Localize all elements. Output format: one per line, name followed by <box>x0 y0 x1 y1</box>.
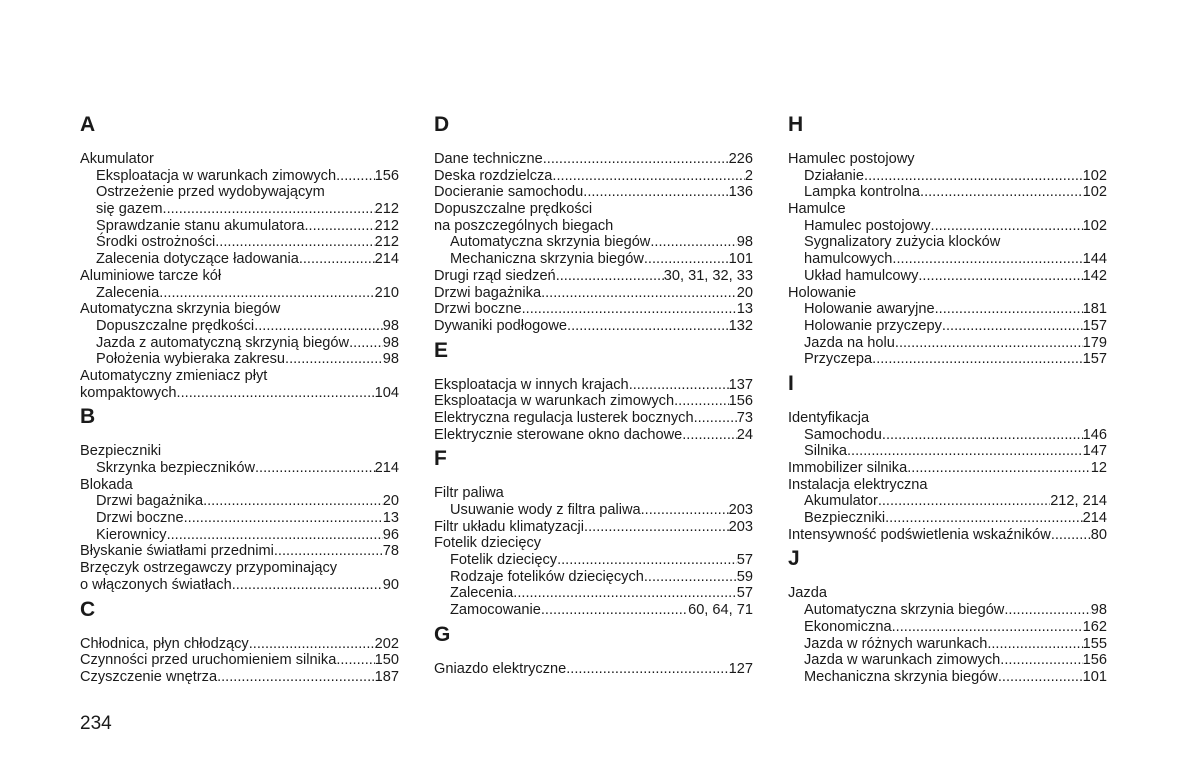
index-entry <box>434 585 753 602</box>
index-entry <box>434 201 753 218</box>
entry-label: Bezpieczniki <box>804 510 886 527</box>
entry-label: Działanie <box>804 167 865 184</box>
entry-label: Jazda w warunkach zimowych <box>804 652 1001 669</box>
dot-leader <box>1000 652 1082 669</box>
entry-page-ref: 24 <box>736 426 753 443</box>
entry-page-ref: 187 <box>374 668 399 685</box>
index-entry <box>80 368 399 385</box>
entry-page-ref: 132 <box>728 317 753 334</box>
entry-page-ref: 59 <box>736 568 753 585</box>
entry-label: Hamulec postojowy <box>804 217 931 234</box>
index-entry <box>788 151 1107 168</box>
entry-page-ref: 60, 64, 71 <box>688 602 753 619</box>
entry-page-ref: 73 <box>736 409 753 426</box>
section-letter: C <box>80 597 96 621</box>
dot-leader <box>255 460 375 477</box>
index-entry <box>434 427 753 444</box>
entry-label: Silnika <box>804 443 847 460</box>
dot-leader <box>998 669 1083 686</box>
index-entry <box>80 385 399 402</box>
entry-label: Akumulator <box>80 151 154 167</box>
dot-leader <box>644 251 729 268</box>
entry-page-ref: 157 <box>1082 317 1107 334</box>
entry-label: Holowanie <box>788 284 857 301</box>
entry-label: Elektrycznie sterowane okno dachowe <box>434 426 683 443</box>
dot-leader <box>543 151 729 168</box>
entry-page-ref: 2 <box>744 167 753 184</box>
entry-label: Eksploatacja w warunkach zimowych <box>434 393 675 410</box>
index-section-e <box>434 336 753 444</box>
index-section-f <box>434 444 753 619</box>
index-entry <box>788 510 1107 527</box>
dot-leader <box>918 268 1082 285</box>
index-entry <box>80 218 399 235</box>
dot-leader <box>878 493 1050 510</box>
index-entry <box>80 636 399 653</box>
index-entry <box>434 485 753 502</box>
entry-page-ref: 142 <box>1082 267 1107 284</box>
index-entry <box>80 560 399 577</box>
section-letter: D <box>434 113 450 136</box>
entry-page-ref: 214 <box>1082 510 1107 527</box>
index-entry <box>434 377 753 394</box>
index-entry <box>80 543 399 560</box>
index-entry <box>434 268 753 285</box>
dot-leader <box>541 602 688 619</box>
entry-label: Blokada <box>80 476 133 493</box>
index-entry <box>788 585 1107 602</box>
index-entry <box>80 460 399 477</box>
section-letter: H <box>788 113 804 136</box>
index-entry <box>434 552 753 569</box>
index-entry <box>434 168 753 185</box>
index-entry <box>788 669 1107 686</box>
entry-label: Gniazdo elektryczne <box>434 660 567 677</box>
dot-leader <box>217 669 375 686</box>
index-entry <box>788 619 1107 636</box>
entry-label: Ostrzeżenie przed wydobywającym <box>96 184 325 201</box>
section-letter: E <box>434 338 449 362</box>
section-letter: B <box>80 405 96 429</box>
entry-page-ref: 90 <box>382 576 399 593</box>
entry-label: Jazda z automatyczną skrzynią biegów <box>96 334 350 351</box>
section-letter: I <box>788 371 794 395</box>
entry-label: Zamocowanie <box>450 602 541 619</box>
dot-leader <box>987 636 1082 653</box>
entry-label: Przyczepa <box>804 351 873 368</box>
dot-leader <box>864 168 1083 185</box>
index-entry <box>80 527 399 544</box>
index-entry <box>788 443 1107 460</box>
entry-page-ref: 214 <box>374 251 399 268</box>
entry-label: Deska rozdzielcza <box>434 167 553 184</box>
dot-leader <box>584 519 729 536</box>
index-entry <box>788 184 1107 201</box>
index-entry <box>788 168 1107 185</box>
entry-page-ref: 104 <box>374 384 399 401</box>
index-entry <box>80 493 399 510</box>
entry-page-ref: 30, 31, 32, 33 <box>663 267 753 284</box>
entry-label: Fotelik dziecięcy <box>434 535 542 552</box>
index-entry <box>80 301 399 318</box>
index-entry <box>788 493 1107 510</box>
entry-page-ref: 102 <box>1082 167 1107 184</box>
entry-label: Instalacja elektryczna <box>788 476 928 493</box>
section-letter: F <box>434 447 447 471</box>
dot-leader <box>629 377 729 394</box>
entry-label: Immobilizer silnika <box>788 460 908 476</box>
entry-page-ref: 212 <box>374 201 399 218</box>
entry-page-ref: 98 <box>382 334 399 351</box>
index-entry <box>434 535 753 552</box>
entry-page-ref: 98 <box>382 351 399 368</box>
entry-label: Błyskanie światłami przednimi <box>80 543 274 560</box>
entry-label: Hamulec postojowy <box>788 151 915 167</box>
entry-label: o włączonych światłach <box>80 576 232 593</box>
index-entry <box>434 184 753 201</box>
entry-page-ref: 162 <box>1082 618 1107 635</box>
dot-leader <box>920 184 1083 201</box>
index-entry <box>434 318 753 335</box>
dot-leader <box>892 251 1082 268</box>
index-section-b <box>80 402 399 593</box>
dot-leader <box>583 184 728 201</box>
index-entry <box>80 268 399 285</box>
index-entry <box>434 251 753 268</box>
dot-leader <box>682 427 737 444</box>
dot-leader <box>336 168 375 185</box>
entry-page-ref: 20 <box>382 493 399 510</box>
index-section-c <box>80 595 399 686</box>
dot-leader <box>232 577 383 594</box>
index-section-j <box>788 544 1107 685</box>
section-letter: G <box>434 622 451 646</box>
index-entry <box>434 519 753 536</box>
index-entry <box>434 301 753 318</box>
entry-page-ref: 156 <box>1082 652 1107 669</box>
index-entry <box>788 285 1107 302</box>
entry-page-ref: 136 <box>728 184 753 201</box>
dot-leader <box>184 510 383 527</box>
entry-page-ref: 96 <box>382 526 399 543</box>
entry-page-ref: 210 <box>374 284 399 301</box>
index-entry <box>434 218 753 235</box>
index-entry <box>788 251 1107 268</box>
index-entry <box>434 285 753 302</box>
index-entry <box>788 652 1107 669</box>
entry-label: Docieranie samochodu <box>434 184 584 201</box>
index-entry <box>434 502 753 519</box>
index-entry <box>80 669 399 686</box>
entry-label: Mechaniczna skrzynia biegów <box>804 668 998 685</box>
index-column-3 <box>788 110 1107 686</box>
dot-leader <box>1004 602 1090 619</box>
entry-page-ref: 98 <box>382 317 399 334</box>
dot-leader <box>513 585 736 602</box>
entry-label: Hamulce <box>788 201 846 218</box>
entry-label: Chłodnica, płyn chłodzący <box>80 635 249 652</box>
entry-label: Intensywność podświetlenia wskaźników <box>788 526 1051 543</box>
dot-leader <box>203 493 383 510</box>
dot-leader <box>177 385 375 402</box>
entry-label: Aluminiowe tarcze kół <box>80 267 222 284</box>
index-entry <box>80 577 399 594</box>
entry-page-ref: 57 <box>736 585 753 602</box>
dot-leader <box>650 234 736 251</box>
entry-page-ref: 101 <box>1082 668 1107 685</box>
entry-page-ref: 13 <box>736 301 753 318</box>
index-entry <box>434 661 753 678</box>
entry-page-ref: 80 <box>1090 526 1107 543</box>
entry-page-ref: 144 <box>1082 251 1107 268</box>
entry-page-ref: 137 <box>728 376 753 393</box>
dot-leader <box>895 335 1083 352</box>
dot-leader <box>872 351 1083 368</box>
entry-label: Drzwi bagażnika <box>96 493 204 510</box>
entry-label: Dopuszczalne prędkości <box>96 317 255 334</box>
entry-label: Jazda <box>788 585 827 602</box>
entry-label: Zalecenia <box>96 284 160 301</box>
index-section-h <box>788 110 1107 368</box>
entry-label: Automatyczna skrzynia biegów <box>450 234 651 251</box>
dot-leader <box>541 285 737 302</box>
entry-page-ref: 203 <box>728 502 753 518</box>
entry-label: Filtr paliwa <box>434 485 504 502</box>
entry-page-ref: 13 <box>382 510 399 527</box>
entry-page-ref: 12 <box>1090 460 1107 476</box>
index-entry <box>80 184 399 201</box>
dot-leader <box>254 318 383 335</box>
entry-label: Środki ostrożności <box>96 234 216 251</box>
index-entry <box>788 410 1107 427</box>
index-entry <box>788 301 1107 318</box>
entry-label: Usuwanie wody z filtra paliwa <box>450 502 641 518</box>
dot-leader <box>1051 527 1091 544</box>
index-entry <box>788 268 1107 285</box>
entry-page-ref: 212, 214 <box>1050 493 1107 510</box>
index-entry <box>80 510 399 527</box>
entry-page-ref: 102 <box>1082 184 1107 201</box>
dot-leader <box>935 301 1083 318</box>
entry-page-ref: 212 <box>374 217 399 234</box>
index-entry <box>434 151 753 168</box>
dot-leader <box>885 510 1083 527</box>
entry-page-ref: 98 <box>1090 602 1107 619</box>
entry-label: Położenia wybieraka zakresu <box>96 351 286 368</box>
entry-label: Filtr układu klimatyzacji <box>434 518 585 535</box>
index-entry <box>80 335 399 352</box>
entry-label: Zalecenia <box>450 585 514 602</box>
dot-leader <box>847 443 1083 460</box>
index-entry <box>80 652 399 669</box>
index-entry <box>80 285 399 302</box>
entry-label: Kierownicy <box>96 526 167 543</box>
entry-label: Dopuszczalne prędkości <box>434 201 593 218</box>
index-entry <box>80 318 399 335</box>
index-entry <box>434 410 753 427</box>
dot-leader <box>694 410 737 427</box>
entry-label: Eksploatacja w warunkach zimowych <box>96 167 337 184</box>
entry-label: Czynności przed uruchomieniem silnika <box>80 652 337 669</box>
entry-page-ref: 181 <box>1082 301 1107 318</box>
entry-label: Automatyczna skrzynia biegów <box>80 301 281 318</box>
index-entry <box>434 393 753 410</box>
index-entry <box>434 234 753 251</box>
entry-label: na poszczególnych biegach <box>434 217 614 234</box>
entry-label: Akumulator <box>804 493 878 510</box>
entry-label: Sprawdzanie stanu akumulatora <box>96 217 305 234</box>
entry-page-ref: 212 <box>374 234 399 251</box>
dot-leader <box>674 393 729 410</box>
dot-leader <box>249 636 375 653</box>
index-entry <box>80 477 399 494</box>
index-entry <box>80 443 399 460</box>
index-section-g <box>434 620 753 678</box>
dot-leader <box>285 351 383 368</box>
entry-page-ref: 226 <box>728 151 753 167</box>
entry-label: Jazda na holu <box>804 334 895 351</box>
entry-label: Holowanie przyczepy <box>804 317 942 334</box>
entry-page-ref: 101 <box>728 251 753 268</box>
index-entry <box>788 351 1107 368</box>
entry-label: Zalecenia dotyczące ładowania <box>96 251 299 268</box>
entry-page-ref: 156 <box>728 393 753 410</box>
index-entry <box>788 460 1107 477</box>
entry-label: Identyfikacja <box>788 409 870 426</box>
page-number: 234 <box>80 713 112 734</box>
index-section-a <box>80 110 399 401</box>
entry-label: Rodzaje fotelików dziecięcych <box>450 568 644 585</box>
entry-page-ref: 202 <box>374 635 399 652</box>
index-entry <box>788 218 1107 235</box>
entry-label: Brzęczyk ostrzegawczy przypominający <box>80 560 338 577</box>
dot-leader <box>557 552 737 569</box>
index-entry <box>788 636 1107 653</box>
index-entry <box>80 234 399 251</box>
dot-leader <box>882 427 1083 444</box>
entry-page-ref: 157 <box>1082 351 1107 368</box>
entry-label: Holowanie awaryjne <box>804 301 935 318</box>
entry-label: hamulcowych <box>804 251 893 268</box>
entry-page-ref: 155 <box>1082 635 1107 652</box>
entry-page-ref: 102 <box>1082 217 1107 234</box>
index-section-i <box>788 369 1107 544</box>
dot-leader <box>892 619 1083 636</box>
index-column-1 <box>80 110 399 686</box>
dot-leader <box>907 460 1091 477</box>
entry-label: Drzwi boczne <box>96 510 184 527</box>
entry-label: Mechaniczna skrzynia biegów <box>450 251 644 268</box>
index-entry <box>788 602 1107 619</box>
dot-leader <box>522 301 737 318</box>
entry-label: kompaktowych <box>80 384 177 401</box>
entry-label: Drzwi boczne <box>434 301 522 318</box>
entry-label: się gazem <box>96 201 163 218</box>
entry-page-ref: 78 <box>382 543 399 560</box>
entry-page-ref: 156 <box>374 167 399 184</box>
dot-leader <box>931 218 1083 235</box>
entry-label: Jazda w różnych warunkach <box>804 635 988 652</box>
entry-label: Dywaniki podłogowe <box>434 317 568 334</box>
entry-page-ref: 146 <box>1082 426 1107 443</box>
dot-leader <box>644 569 737 586</box>
entry-label: Sygnalizatory zużycia klocków <box>804 234 1001 251</box>
entry-label: Drugi rząd siedzeń <box>434 267 556 284</box>
entry-label: Fotelik dziecięcy <box>450 552 558 569</box>
entry-label: Bezpieczniki <box>80 443 162 460</box>
entry-page-ref: 147 <box>1082 443 1107 460</box>
entry-page-ref: 203 <box>728 518 753 535</box>
section-letter: A <box>80 113 96 136</box>
dot-leader <box>163 201 375 218</box>
entry-page-ref: 127 <box>728 660 753 677</box>
section-letter: J <box>788 547 800 571</box>
index-entry <box>788 527 1107 544</box>
index-entry <box>788 335 1107 352</box>
entry-label: Dane techniczne <box>434 151 543 167</box>
dot-leader <box>567 318 729 335</box>
entry-page-ref: 57 <box>736 552 753 569</box>
entry-label: Lampka kontrolna <box>804 184 921 201</box>
dot-leader <box>274 543 383 560</box>
index-entry <box>788 201 1107 218</box>
index-entry <box>788 477 1107 494</box>
index-entry <box>80 251 399 268</box>
entry-label: Automatyczna skrzynia biegów <box>804 602 1005 619</box>
dot-leader <box>305 218 375 235</box>
dot-leader <box>336 652 374 669</box>
index-entry <box>788 318 1107 335</box>
entry-label: Ekonomiczna <box>804 618 892 635</box>
index-entry <box>80 168 399 185</box>
dot-leader <box>159 285 374 302</box>
index-section-d <box>434 110 753 335</box>
dot-leader <box>299 251 375 268</box>
index-entry <box>80 351 399 368</box>
index-entry <box>434 569 753 586</box>
dot-leader <box>349 335 383 352</box>
index-entry <box>80 201 399 218</box>
index-entry <box>788 234 1107 251</box>
entry-label: Czyszczenie wnętrza <box>80 668 218 685</box>
entry-label: Elektryczna regulacja lusterek bocznych <box>434 409 694 426</box>
dot-leader <box>167 527 383 544</box>
index-entry <box>80 151 399 168</box>
dot-leader <box>566 661 728 678</box>
entry-label: Układ hamulcowy <box>804 267 919 284</box>
entry-label: Drzwi bagażnika <box>434 284 542 301</box>
entry-page-ref: 150 <box>374 652 399 669</box>
dot-leader <box>215 234 374 251</box>
entry-page-ref: 20 <box>736 284 753 301</box>
dot-leader <box>942 318 1083 335</box>
entry-page-ref: 179 <box>1082 334 1107 351</box>
dot-leader <box>556 268 664 285</box>
index-entry <box>788 427 1107 444</box>
entry-label: Eksploatacja w innych krajach <box>434 376 629 393</box>
entry-label: Skrzynka bezpieczników <box>96 460 255 476</box>
entry-label: Samochodu <box>804 426 882 443</box>
index-entry <box>434 602 753 619</box>
dot-leader <box>641 502 729 519</box>
index-column-2 <box>434 110 753 678</box>
dot-leader <box>552 168 744 185</box>
entry-page-ref: 214 <box>374 460 399 476</box>
entry-page-ref: 98 <box>736 234 753 251</box>
entry-label: Automatyczny zmieniacz płyt <box>80 367 268 384</box>
